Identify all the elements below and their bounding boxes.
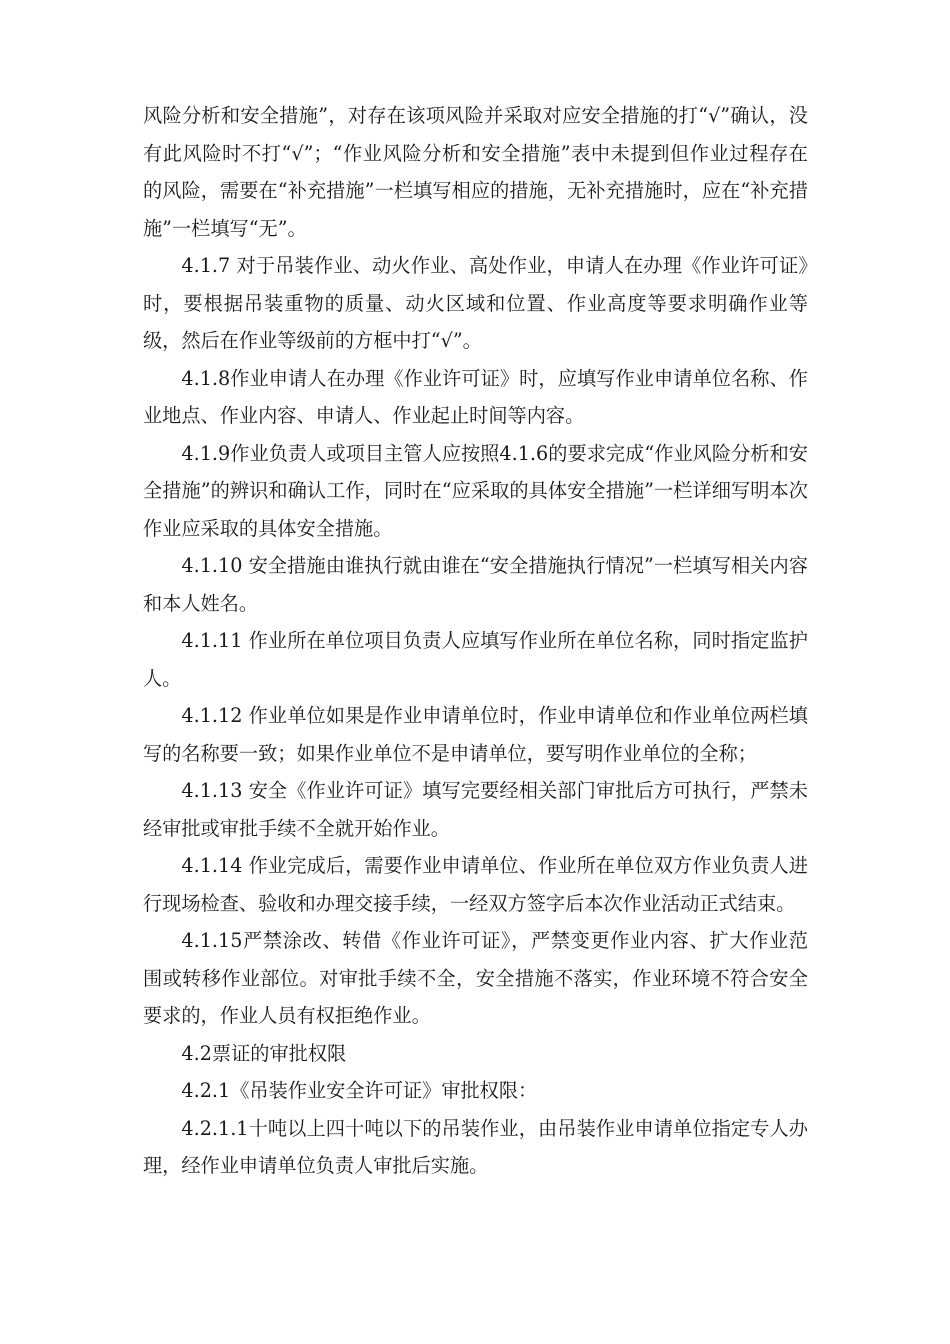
paragraph-4-1-11: 4.1.11 作业所在单位项目负责人应填写作业所在单位名称，同时指定监护人。 <box>143 629 808 690</box>
document-body <box>143 97 808 1185</box>
paragraph-4-1-13: 4.1.13 安全《作业许可证》填写完要经相关部门审批后方可执行，严禁未经审批或审批手续不全就开始作业。 <box>143 779 808 840</box>
paragraph-4-1-15: 4.1.15严禁涂改、转借《作业许可证》，严禁变更作业内容、扩大作业范围或转移作业部位。对审批手续不全，安全措施不落实，作业环境不符合安全要求的，作业人员有权拒绝作业。 <box>143 929 808 1027</box>
paragraph-4-1-9: 4.1.9作业负责人或项目主管人应按照4.1.6的要求完成“作业风险分析和安全措施”的辨识和确认工作，同时在“应采取的具体安全措施”一栏详细写明本次作业应采取的具体安全措施。 <box>143 441 808 540</box>
paragraph-4-1-7: 4.1.7 对于吊装作业、动火作业、高处作业，申请人在办理《作业许可证》时，要根据吊装重物的质量、动火区域和位置、作业高度等要求明确作业等级，然后在作业等级前的方框中打“√”。 <box>143 254 808 352</box>
paragraph-4-1-10: 4.1.10 安全措施由谁执行就由谁在“安全措施执行情况”一栏填写相关内容和本人姓名。 <box>143 554 808 615</box>
paragraph-4-1-8: 4.1.8作业申请人在办理《作业许可证》时，应填写作业申请单位名称、作业地点、作业内容、申请人、作业起止时间等内容。 <box>143 366 808 427</box>
subsection-heading-4-2-1: 4.2.1《吊装作业安全许可证》审批权限： <box>181 1079 538 1102</box>
paragraph-continuation: 风险分析和安全措施”，对存在该项风险并采取对应安全措施的打“√”确认，没有此风险时不打“√”；“作业风险分析和安全措施”表中未提到但作业过程存在的风险，需要在“补充措施”一栏填写相应的措施，无补充措施时，应在“补充措施”一栏填写“无”。 <box>143 104 808 240</box>
section-heading-4-2: 4.2票证的审批权限 <box>181 1041 347 1065</box>
paragraph-4-1-14: 4.1.14 作业完成后，需要作业申请单位、作业所在单位双方作业负责人进行现场检查、验收和办理交接手续，一经双方签字后本次作业活动正式结束。 <box>143 854 808 915</box>
paragraph-4-1-12: 4.1.12 作业单位如果是作业申请单位时，作业申请单位和作业单位两栏填写的名称要一致；如果作业单位不是申请单位，要写明作业单位的全称； <box>143 704 808 765</box>
paragraph-4-2-1-1: 4.2.1.1十吨以上四十吨以下的吊装作业，由吊装作业申请单位指定专人办理，经作业申请单位负责人审批后实施。 <box>143 1116 808 1177</box>
